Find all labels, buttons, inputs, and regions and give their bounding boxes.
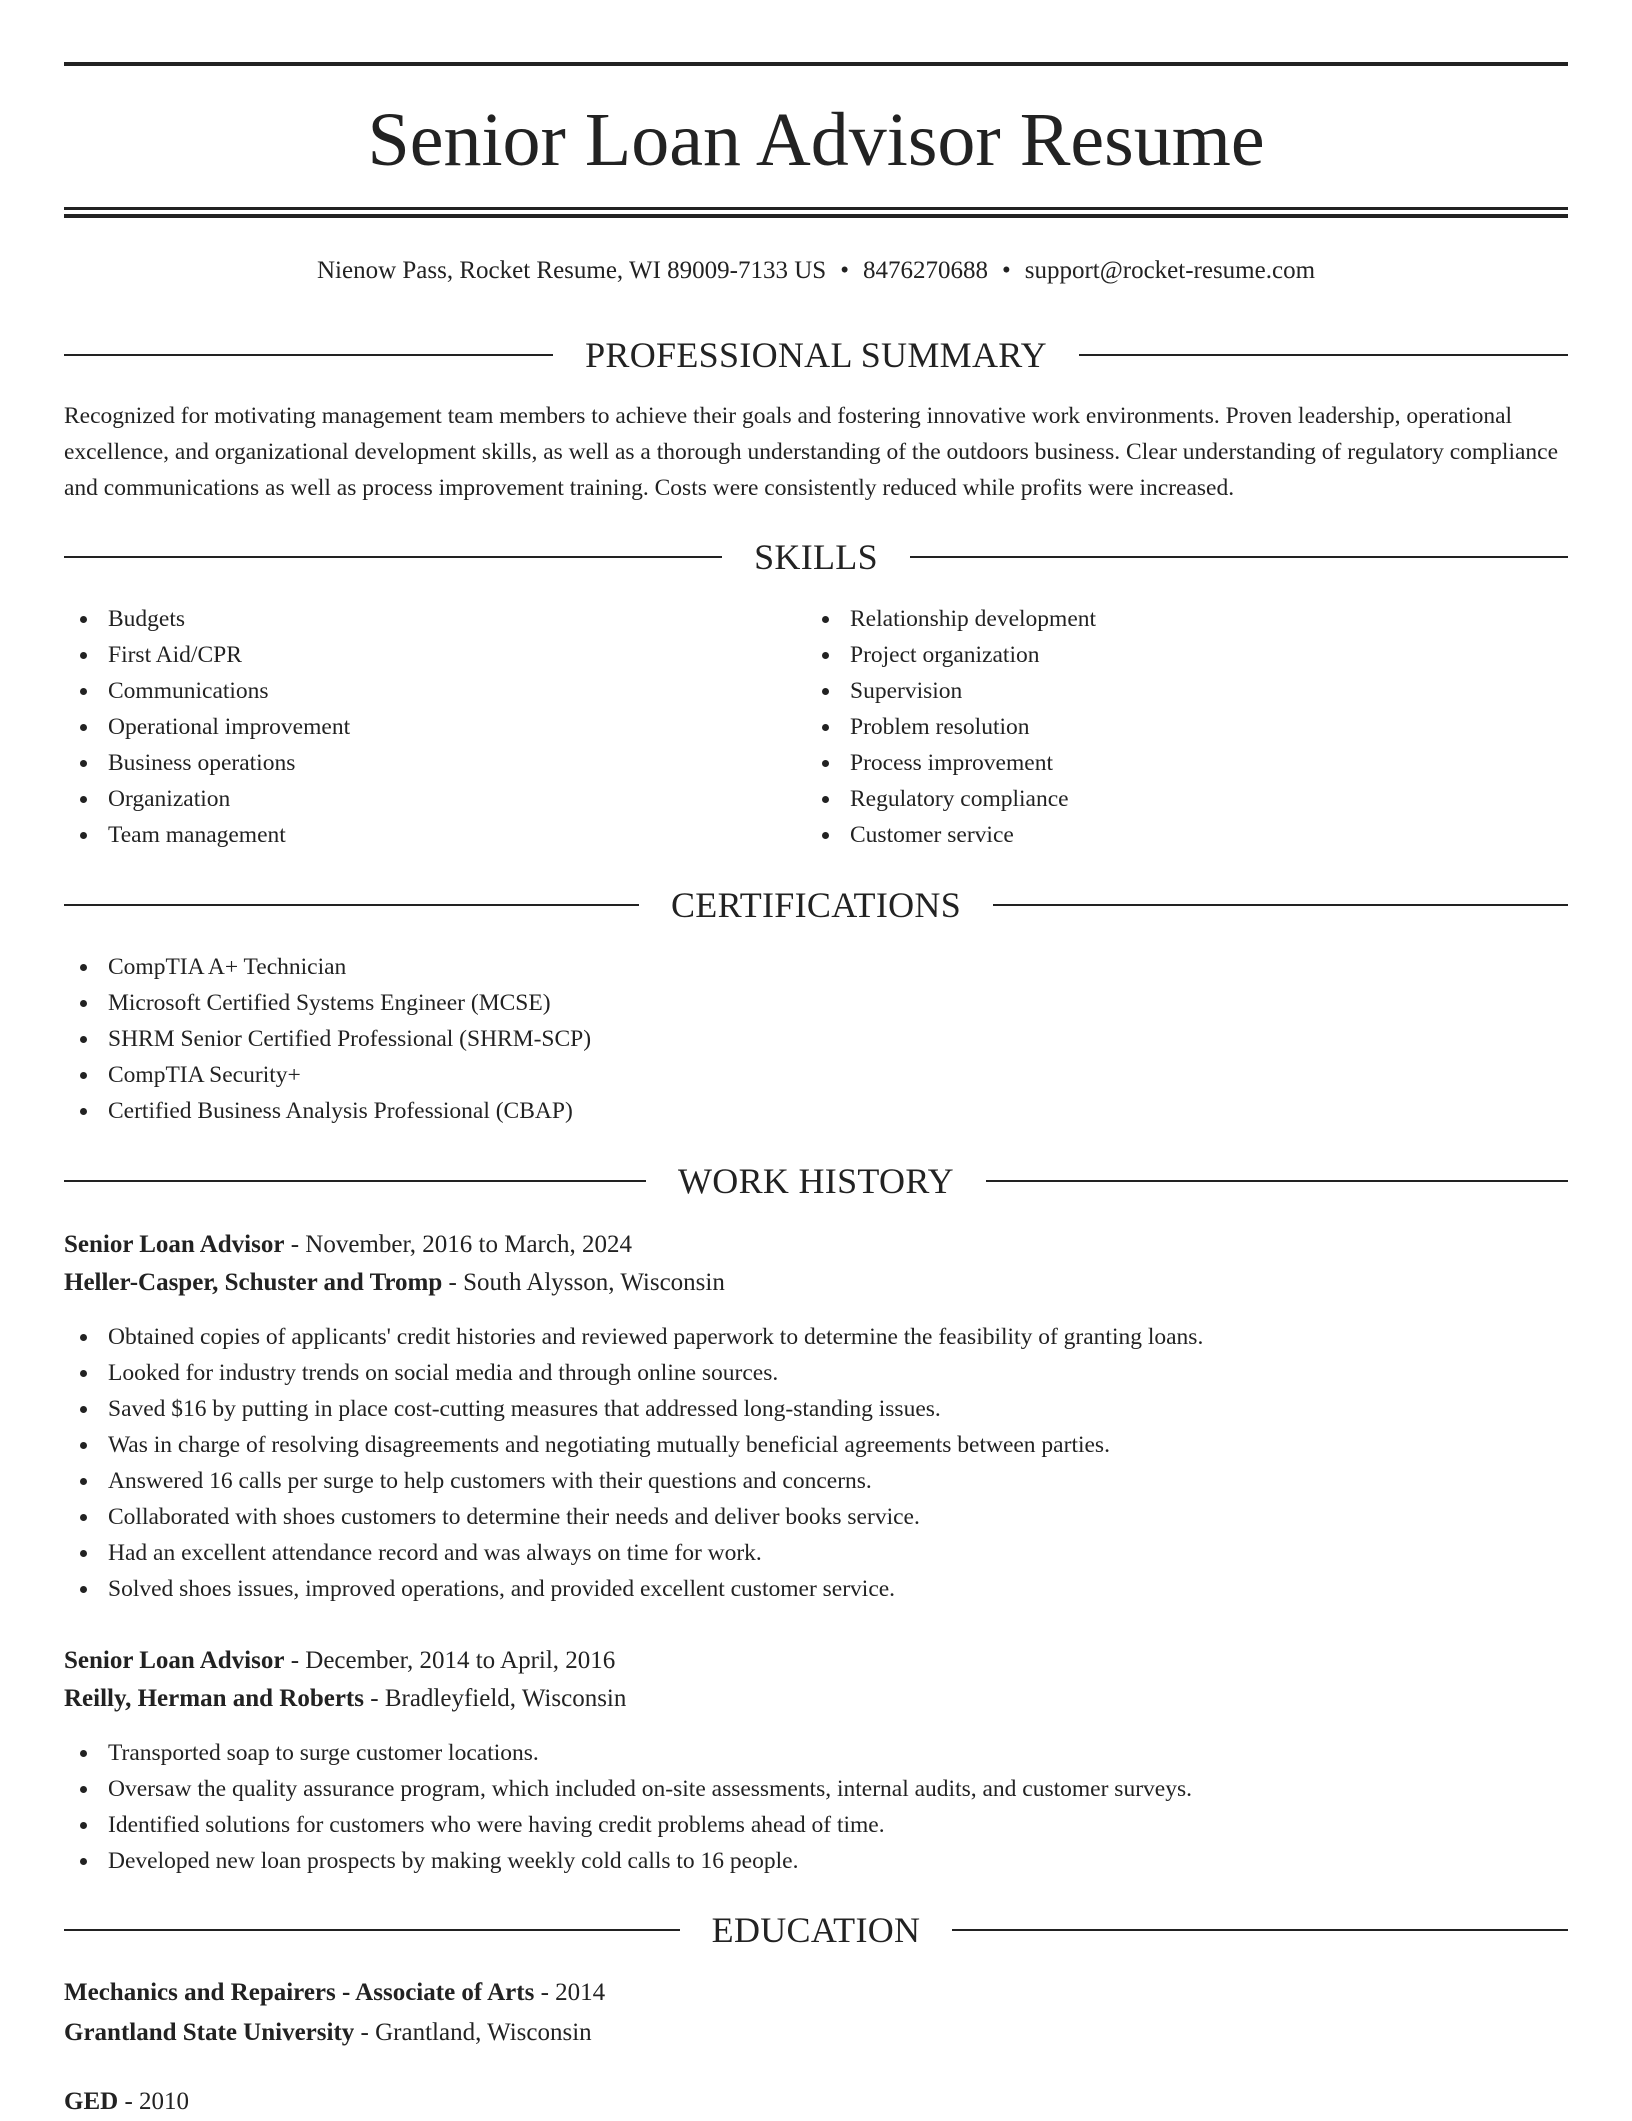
certifications-list [64, 949, 1568, 1129]
job-title: Senior Loan Advisor [64, 1647, 285, 1674]
job-bullet: Obtained copies of applicants' credit histories and reviewed paperwork to determine the feasibility of granting loans. [64, 1319, 1568, 1355]
heading-rule [64, 1929, 680, 1931]
job-bullet: Was in charge of resolving disagreements and negotiating mutually beneficial agreements between parties. [64, 1427, 1568, 1463]
education-school-line [64, 2014, 592, 2052]
education-degree: GED [64, 2088, 119, 2115]
heading-rule [64, 354, 553, 356]
skill-item: Team management [64, 817, 804, 853]
heading-rule [1079, 354, 1568, 356]
skill-item: Problem resolution [806, 709, 1546, 745]
education-heading-label: EDUCATION [711, 1910, 921, 1950]
job-bullet: Solved shoes issues, improved operations, and provided excellent customer service. [64, 1571, 1568, 1607]
title-double-rule [64, 207, 1568, 218]
skill-item: Communications [64, 673, 804, 709]
job-location: - Bradleyfield, Wisconsin [364, 1685, 627, 1712]
contact-phone: 8476270688 [862, 257, 988, 284]
job-title-line [64, 1226, 632, 1264]
contact-email: support@rocket-resume.com [1024, 257, 1316, 284]
education-degree-line [64, 2083, 189, 2121]
certification-item: CompTIA Security+ [64, 1057, 1568, 1093]
certification-item: CompTIA A+ Technician [64, 949, 1568, 985]
skill-item: Process improvement [806, 745, 1546, 781]
skill-item: Customer service [806, 817, 1546, 853]
work-heading-label: WORK HISTORY [678, 1161, 954, 1201]
skill-item: Organization [64, 781, 804, 817]
summary-heading-label: PROFESSIONAL SUMMARY [585, 335, 1047, 375]
heading-rule [952, 1929, 1568, 1931]
job-bullet: Looked for industry trends on social media and through online sources. [64, 1355, 1568, 1391]
contact-line [64, 253, 1568, 289]
job-bullet: Oversaw the quality assurance program, which included on-site assessments, internal audits, and customer surveys. [64, 1771, 1568, 1807]
heading-rule [64, 1180, 646, 1182]
education-location: - Grantland, Wisconsin [354, 2019, 592, 2046]
skills-heading-label: SKILLS [754, 537, 878, 577]
contact-separator: • [1001, 257, 1011, 284]
skill-item: Relationship development [806, 601, 1546, 637]
education-degree: Mechanics and Repairers - Associate of Arts [64, 1979, 535, 2006]
job-dates: - November, 2016 to March, 2024 [284, 1231, 632, 1258]
job-bullet: Developed new loan prospects by making weekly cold calls to 16 people. [64, 1843, 1568, 1879]
education-year: - 2014 [534, 1979, 606, 2006]
job-location: - South Alysson, Wisconsin [442, 1269, 725, 1296]
certification-item: Microsoft Certified Systems Engineer (MCSE) [64, 985, 1568, 1021]
certification-item: Certified Business Analysis Professional (CBAP) [64, 1093, 1568, 1129]
skill-item: Operational improvement [64, 709, 804, 745]
job-title: Senior Loan Advisor [64, 1231, 285, 1258]
skills-list-left [64, 601, 804, 853]
skill-item: First Aid/CPR [64, 637, 804, 673]
contact-address: Nienow Pass, Rocket Resume, WI 89009-7133 US [316, 257, 827, 284]
certifications-heading [64, 883, 1568, 927]
heading-rule [993, 904, 1568, 906]
job-bullet: Transported soap to surge customer locations. [64, 1735, 1568, 1771]
job-bullet: Had an excellent attendance record and was always on time for work. [64, 1535, 1568, 1571]
job-dates: - December, 2014 to April, 2016 [284, 1647, 616, 1674]
skill-item: Supervision [806, 673, 1546, 709]
job-company: Reilly, Herman and Roberts [64, 1685, 364, 1712]
resume-title: Senior Loan Advisor Resume [367, 98, 1265, 182]
work-heading [64, 1159, 1568, 1203]
job-bullet: Saved $16 by putting in place cost-cutting measures that addressed long-standing issues. [64, 1391, 1568, 1427]
skills-heading [64, 535, 1568, 579]
summary-heading [64, 333, 1568, 377]
job-title-line [64, 1642, 615, 1680]
certification-item: SHRM Senior Certified Professional (SHRM-SCP) [64, 1021, 1568, 1057]
education-year: - 2010 [118, 2088, 190, 2115]
education-degree-line [64, 1974, 605, 2012]
job-bullet: Answered 16 calls per surge to help customers with their questions and concerns. [64, 1463, 1568, 1499]
certifications-heading-label: CERTIFICATIONS [670, 885, 962, 925]
heading-rule [986, 1180, 1568, 1182]
heading-rule [64, 556, 722, 558]
heading-rule [64, 904, 639, 906]
job-bullet: Identified solutions for customers who were having credit problems ahead of time. [64, 1807, 1568, 1843]
skill-item: Budgets [64, 601, 804, 637]
contact-separator: • [840, 257, 849, 284]
job-company: Heller-Casper, Schuster and Tromp [64, 1269, 443, 1296]
heading-rule [910, 556, 1568, 558]
job-bullet: Collaborated with shoes customers to determine their needs and deliver books service. [64, 1499, 1568, 1535]
skills-list-right [806, 601, 1546, 853]
job-company-line [64, 1680, 626, 1718]
skill-item: Regulatory compliance [806, 781, 1546, 817]
skill-item: Project organization [806, 637, 1546, 673]
skill-item: Business operations [64, 745, 804, 781]
job-company-line [64, 1264, 725, 1302]
job-bullets [64, 1735, 1568, 1879]
job-bullets [64, 1319, 1568, 1607]
top-rule [64, 62, 1568, 66]
education-heading [64, 1908, 1568, 1952]
summary-text: Recognized for motivating management team members to achieve their goals and fostering innovative work environments. Proven leadership, operational excellence, and organizational development skills, as well as a thorough understanding of the outdoors business. Clear understanding of regulatory compliance and communications as well as process improvement training. Costs were consistently reduced while profits were increased. [64, 403, 1559, 501]
education-school: Grantland State University [64, 2019, 355, 2046]
